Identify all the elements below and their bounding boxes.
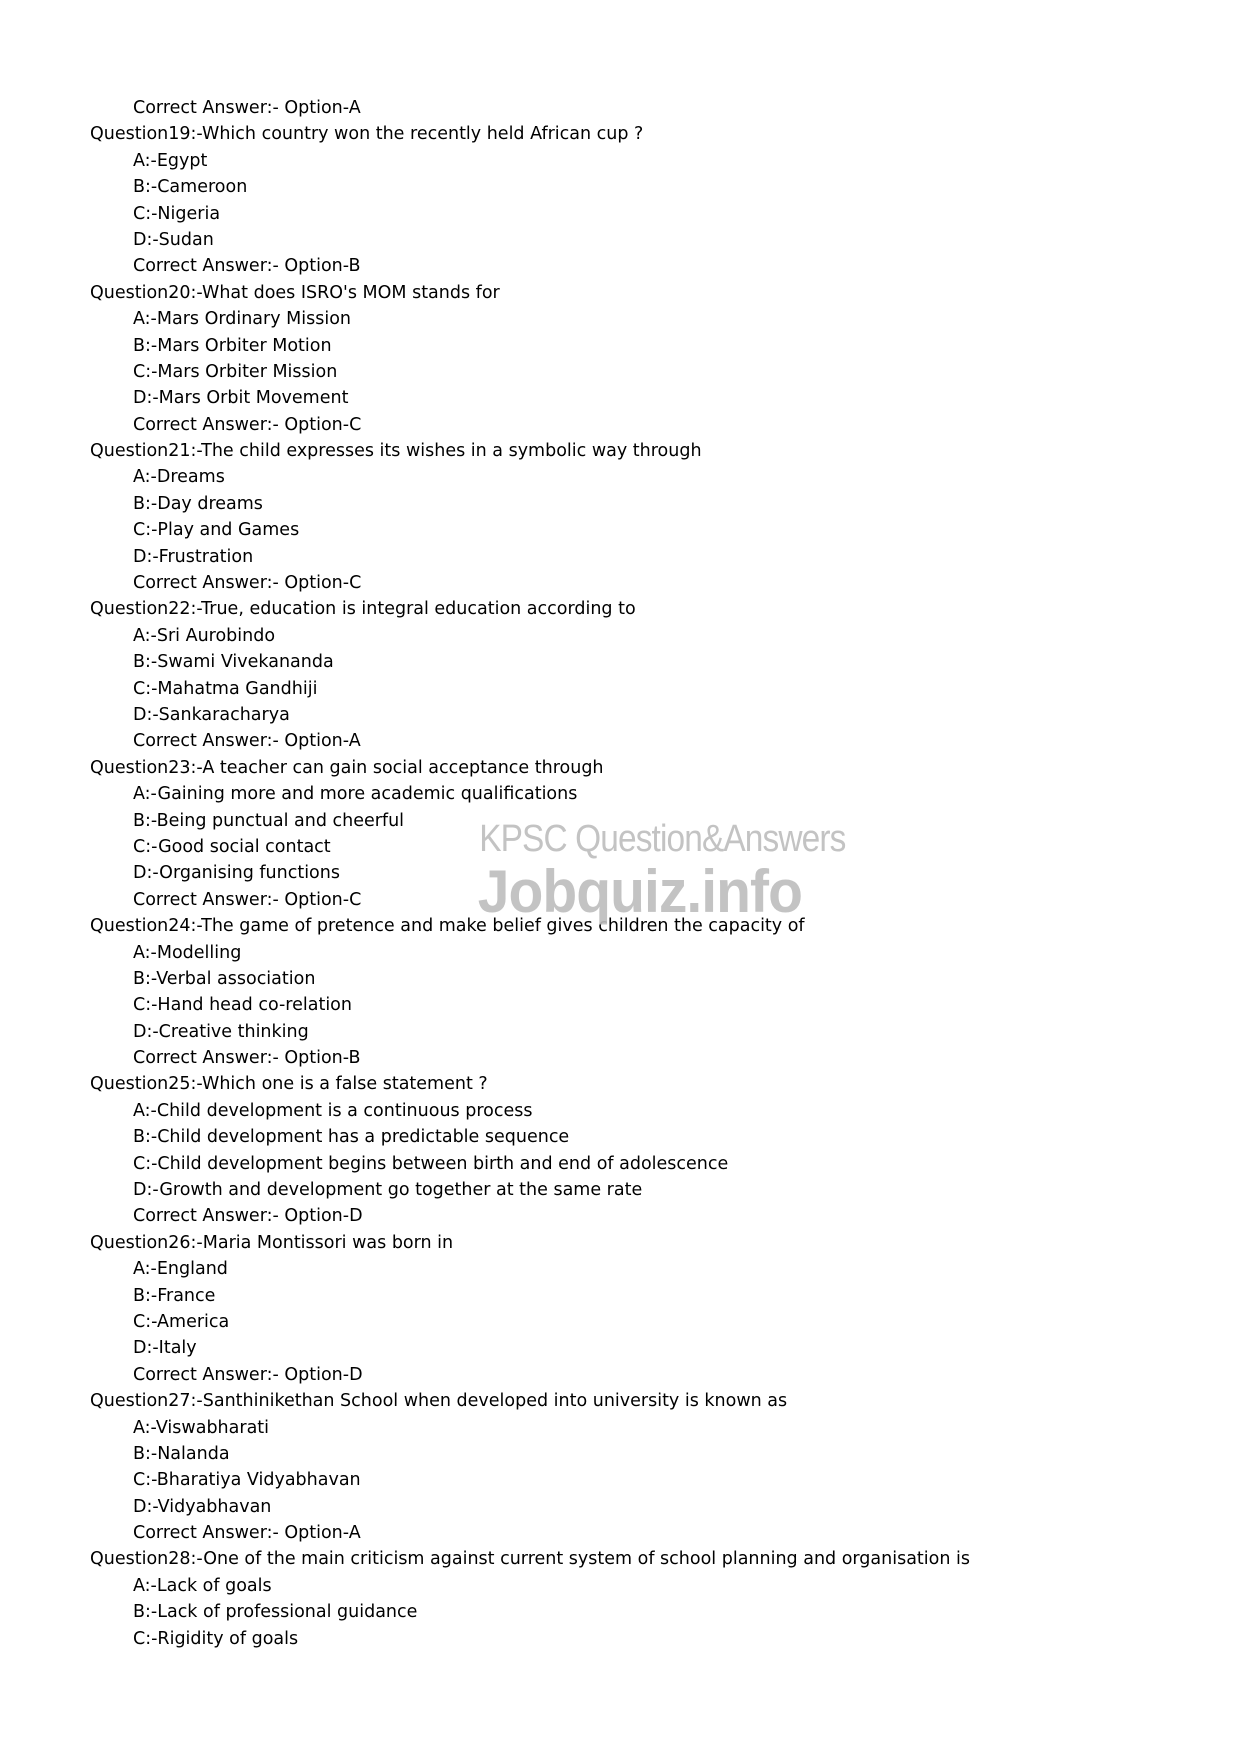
option-c: C:-America: [133, 1311, 230, 1332]
correct-answer: Correct Answer:- Option-A: [133, 1523, 361, 1544]
option-c: C:-Nigeria: [133, 203, 221, 224]
option-d: D:-Mars Orbit Movement: [133, 388, 349, 409]
question-document: [90, 95, 1190, 1652]
option-d: D:-Sudan: [133, 229, 214, 250]
option-a: A:-Sri Aurobindo: [133, 625, 276, 646]
option-b: B:-Mars Orbiter Motion: [133, 335, 332, 356]
option-c: C:-Mars Orbiter Mission: [133, 361, 338, 382]
option-a: A:-Viswabharati: [133, 1417, 270, 1438]
option-a: A:-Mars Ordinary Mission: [133, 309, 351, 330]
question-text: Question28:-One of the main criticism against current system of school planning and organisation is: [90, 1549, 970, 1570]
option-a: A:-Gaining more and more academic qualifications: [133, 784, 578, 805]
option-c: C:-Child development begins between birth and end of adolescence: [133, 1153, 729, 1174]
option-a: A:-Child development is a continuous process: [133, 1100, 533, 1121]
question-text: Question23:-A teacher can gain social acceptance through: [90, 757, 604, 778]
option-a: A:-Lack of goals: [133, 1575, 272, 1596]
option-d: D:-Creative thinking: [133, 1021, 309, 1042]
question-text: Question20:-What does ISRO's MOM stands for: [90, 282, 500, 303]
watermark-title: KPSC Question&Answers: [479, 818, 846, 860]
correct-answer: Correct Answer:- Option-C: [133, 414, 362, 435]
watermark-site: Jobquiz.info: [477, 858, 802, 925]
option-c: C:-Mahatma Gandhiji: [133, 678, 318, 699]
correct-answer: Correct Answer:- Option-C: [133, 573, 362, 594]
option-a: A:-Modelling: [133, 942, 242, 963]
correct-answer: Correct Answer:- Option-D: [133, 1206, 363, 1227]
option-d: D:-Italy: [133, 1338, 197, 1359]
option-d: D:-Sankaracharya: [133, 704, 290, 725]
option-c: C:-Good social contact: [133, 836, 331, 857]
option-c: C:-Rigidity of goals: [133, 1628, 299, 1649]
question-text: Question25:-Which one is a false statement ?: [90, 1074, 488, 1095]
correct-answer: Correct Answer:- Option-B: [133, 1048, 361, 1069]
option-b: B:-Day dreams: [133, 493, 263, 514]
correct-answer: Correct Answer:- Option-D: [133, 1364, 363, 1385]
option-a: A:-Dreams: [133, 467, 225, 488]
option-c: C:-Bharatiya Vidyabhavan: [133, 1470, 361, 1491]
option-b: B:-Nalanda: [133, 1443, 230, 1464]
option-d: D:-Frustration: [133, 546, 254, 567]
question-text: Question21:-The child expresses its wishes in a symbolic way through: [90, 441, 702, 462]
question-text: Question27:-Santhinikethan School when developed into university is known as: [90, 1391, 788, 1412]
option-b: B:-Lack of professional guidance: [133, 1602, 418, 1623]
option-b: B:-Verbal association: [133, 968, 316, 989]
option-d: D:-Vidyabhavan: [133, 1496, 272, 1517]
option-c: C:-Hand head co-relation: [133, 995, 352, 1016]
option-c: C:-Play and Games: [133, 520, 300, 541]
option-d: D:-Organising functions: [133, 863, 340, 884]
correct-answer: Correct Answer:- Option-A: [133, 98, 361, 118]
option-b: B:-Child development has a predictable sequence: [133, 1127, 570, 1148]
question-text: Question26:-Maria Montissori was born in: [90, 1232, 454, 1253]
option-a: A:-England: [133, 1259, 228, 1280]
option-b: B:-France: [133, 1285, 216, 1306]
correct-answer: Correct Answer:- Option-B: [133, 256, 361, 277]
question-text: Question19:-Which country won the recently held African cup ?: [90, 124, 644, 145]
question-text: Question24:-The game of pretence and make belief gives children the capacity of: [90, 916, 805, 937]
correct-answer: Correct Answer:- Option-C: [133, 889, 362, 910]
option-b: B:-Swami Vivekananda: [133, 652, 334, 673]
option-b: B:-Being punctual and cheerful: [133, 810, 405, 831]
question-text: Question22:-True, education is integral education according to: [90, 599, 636, 620]
option-a: A:-Egypt: [133, 150, 208, 171]
option-d: D:-Growth and development go together at the same rate: [133, 1180, 643, 1201]
correct-answer: Correct Answer:- Option-A: [133, 731, 361, 752]
option-b: B:-Cameroon: [133, 177, 248, 198]
